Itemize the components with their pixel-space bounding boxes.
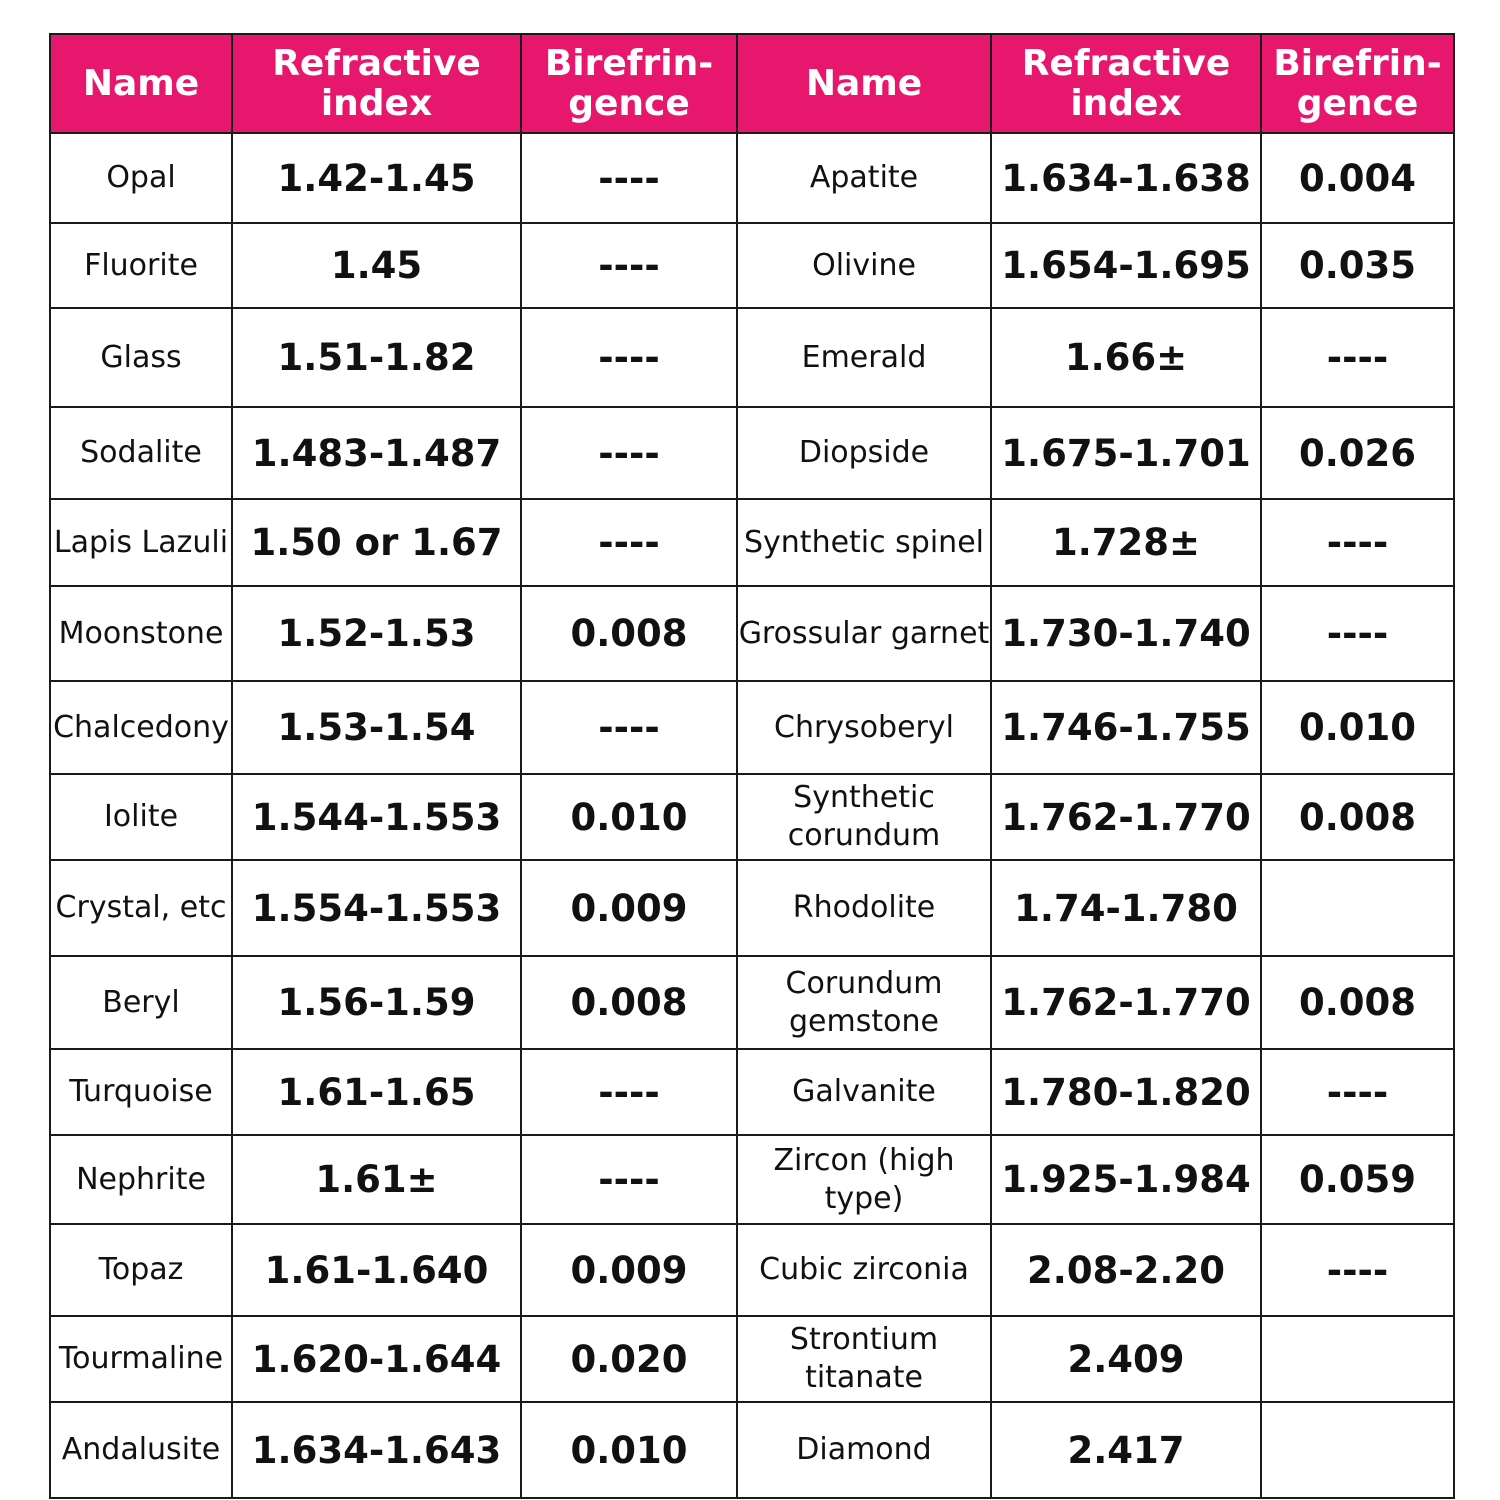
- table-row: [50, 956, 1454, 1049]
- right-refractive-index-cell: 1.746-1.755: [991, 681, 1261, 774]
- right-refractive-index-cell: 1.730-1.740: [991, 586, 1261, 681]
- right-refractive-index-cell: 1.762-1.770: [991, 774, 1261, 860]
- right-refractive-index-cell: 1.780-1.820: [991, 1049, 1261, 1135]
- left-refractive-index-cell: 1.42-1.45: [232, 133, 521, 223]
- left-refractive-index-cell: 1.51-1.82: [232, 308, 521, 407]
- right-birefringence-cell: 0.008: [1261, 956, 1454, 1049]
- right-name-cell: Diamond: [737, 1402, 991, 1498]
- header-birefringence-right: Birefrin- gence: [1261, 34, 1454, 133]
- right-name-cell: Apatite: [737, 133, 991, 223]
- left-name-cell: Lapis Lazuli: [50, 499, 232, 586]
- table-row: [50, 1135, 1454, 1224]
- right-birefringence-cell: [1261, 860, 1454, 956]
- right-refractive-index-cell: 2.409: [991, 1316, 1261, 1402]
- right-refractive-index-cell: 1.74-1.780: [991, 860, 1261, 956]
- left-name-cell: Andalusite: [50, 1402, 232, 1498]
- left-birefringence-cell: 0.010: [521, 1402, 737, 1498]
- header-refractive-index-left: Refractive index: [232, 34, 521, 133]
- left-name-cell: Moonstone: [50, 586, 232, 681]
- right-name-cell: Rhodolite: [737, 860, 991, 956]
- left-refractive-index-cell: 1.61-1.640: [232, 1224, 521, 1316]
- left-refractive-index-cell: 1.61-1.65: [232, 1049, 521, 1135]
- header-birefringence-left: Birefrin- gence: [521, 34, 737, 133]
- right-name-cell: Strontium titanate: [737, 1316, 991, 1402]
- right-name-cell: Galvanite: [737, 1049, 991, 1135]
- right-name-cell: Synthetic corundum: [737, 774, 991, 860]
- left-name-cell: Chalcedony: [50, 681, 232, 774]
- left-birefringence-cell: ----: [521, 681, 737, 774]
- left-birefringence-cell: ----: [521, 1049, 737, 1135]
- left-name-cell: Crystal, etc: [50, 860, 232, 956]
- left-birefringence-cell: 0.009: [521, 860, 737, 956]
- left-birefringence-cell: ----: [521, 133, 737, 223]
- right-refractive-index-cell: 1.728±: [991, 499, 1261, 586]
- right-refractive-index-cell: 1.925-1.984: [991, 1135, 1261, 1224]
- table-row: [50, 774, 1454, 860]
- table-row: [50, 308, 1454, 407]
- left-name-cell: Sodalite: [50, 407, 232, 499]
- left-refractive-index-cell: 1.620-1.644: [232, 1316, 521, 1402]
- left-name-cell: Tourmaline: [50, 1316, 232, 1402]
- left-refractive-index-cell: 1.52-1.53: [232, 586, 521, 681]
- left-refractive-index-cell: 1.634-1.643: [232, 1402, 521, 1498]
- left-birefringence-cell: ----: [521, 308, 737, 407]
- right-birefringence-cell: 0.004: [1261, 133, 1454, 223]
- left-name-cell: Turquoise: [50, 1049, 232, 1135]
- left-refractive-index-cell: 1.50 or 1.67: [232, 499, 521, 586]
- right-birefringence-cell: ----: [1261, 308, 1454, 407]
- table-body: [50, 133, 1454, 1498]
- right-refractive-index-cell: 1.762-1.770: [991, 956, 1261, 1049]
- table-row: [50, 681, 1454, 774]
- table-row: [50, 223, 1454, 308]
- table-row: [50, 860, 1454, 956]
- right-refractive-index-cell: 1.675-1.701: [991, 407, 1261, 499]
- right-birefringence-cell: ----: [1261, 1224, 1454, 1316]
- left-refractive-index-cell: 1.483-1.487: [232, 407, 521, 499]
- right-birefringence-cell: 0.026: [1261, 407, 1454, 499]
- table-row: [50, 407, 1454, 499]
- left-birefringence-cell: ----: [521, 223, 737, 308]
- right-refractive-index-cell: 1.654-1.695: [991, 223, 1261, 308]
- right-name-cell: Cubic zirconia: [737, 1224, 991, 1316]
- table-row: [50, 586, 1454, 681]
- right-birefringence-cell: 0.008: [1261, 774, 1454, 860]
- right-name-cell: Synthetic spinel: [737, 499, 991, 586]
- table-row: [50, 1224, 1454, 1316]
- left-refractive-index-cell: 1.45: [232, 223, 521, 308]
- header-row: [50, 34, 1454, 133]
- left-name-cell: Fluorite: [50, 223, 232, 308]
- left-birefringence-cell: ----: [521, 1135, 737, 1224]
- right-birefringence-cell: ----: [1261, 499, 1454, 586]
- right-refractive-index-cell: 1.66±: [991, 308, 1261, 407]
- table-row: [50, 499, 1454, 586]
- table-row: [50, 1316, 1454, 1402]
- right-birefringence-cell: ----: [1261, 1049, 1454, 1135]
- right-birefringence-cell: 0.010: [1261, 681, 1454, 774]
- right-birefringence-cell: ----: [1261, 586, 1454, 681]
- right-name-cell: Chrysoberyl: [737, 681, 991, 774]
- left-refractive-index-cell: 1.554-1.553: [232, 860, 521, 956]
- left-birefringence-cell: ----: [521, 407, 737, 499]
- right-refractive-index-cell: 2.08-2.20: [991, 1224, 1261, 1316]
- left-refractive-index-cell: 1.53-1.54: [232, 681, 521, 774]
- refractive-index-table: [49, 33, 1455, 1499]
- left-birefringence-cell: 0.009: [521, 1224, 737, 1316]
- right-birefringence-cell: 0.059: [1261, 1135, 1454, 1224]
- right-name-cell: Zircon (high type): [737, 1135, 991, 1224]
- table-row: [50, 1402, 1454, 1498]
- left-refractive-index-cell: 1.544-1.553: [232, 774, 521, 860]
- left-name-cell: Topaz: [50, 1224, 232, 1316]
- left-name-cell: Glass: [50, 308, 232, 407]
- right-name-cell: Diopside: [737, 407, 991, 499]
- right-refractive-index-cell: 1.634-1.638: [991, 133, 1261, 223]
- right-birefringence-cell: 0.035: [1261, 223, 1454, 308]
- left-birefringence-cell: 0.020: [521, 1316, 737, 1402]
- left-birefringence-cell: 0.008: [521, 956, 737, 1049]
- left-name-cell: Iolite: [50, 774, 232, 860]
- left-name-cell: Nephrite: [50, 1135, 232, 1224]
- right-name-cell: Emerald: [737, 308, 991, 407]
- left-birefringence-cell: 0.010: [521, 774, 737, 860]
- left-refractive-index-cell: 1.56-1.59: [232, 956, 521, 1049]
- right-name-cell: Corundum gemstone: [737, 956, 991, 1049]
- header-name-right: Name: [737, 34, 991, 133]
- right-birefringence-cell: [1261, 1402, 1454, 1498]
- left-name-cell: Opal: [50, 133, 232, 223]
- header-name-left: Name: [50, 34, 232, 133]
- right-refractive-index-cell: 2.417: [991, 1402, 1261, 1498]
- right-birefringence-cell: [1261, 1316, 1454, 1402]
- right-name-cell: Grossular garnet: [737, 586, 991, 681]
- table-row: [50, 1049, 1454, 1135]
- left-refractive-index-cell: 1.61±: [232, 1135, 521, 1224]
- table-row: [50, 133, 1454, 223]
- header-refractive-index-right: Refractive index: [991, 34, 1261, 133]
- left-birefringence-cell: ----: [521, 499, 737, 586]
- right-name-cell: Olivine: [737, 223, 991, 308]
- left-birefringence-cell: 0.008: [521, 586, 737, 681]
- left-name-cell: Beryl: [50, 956, 232, 1049]
